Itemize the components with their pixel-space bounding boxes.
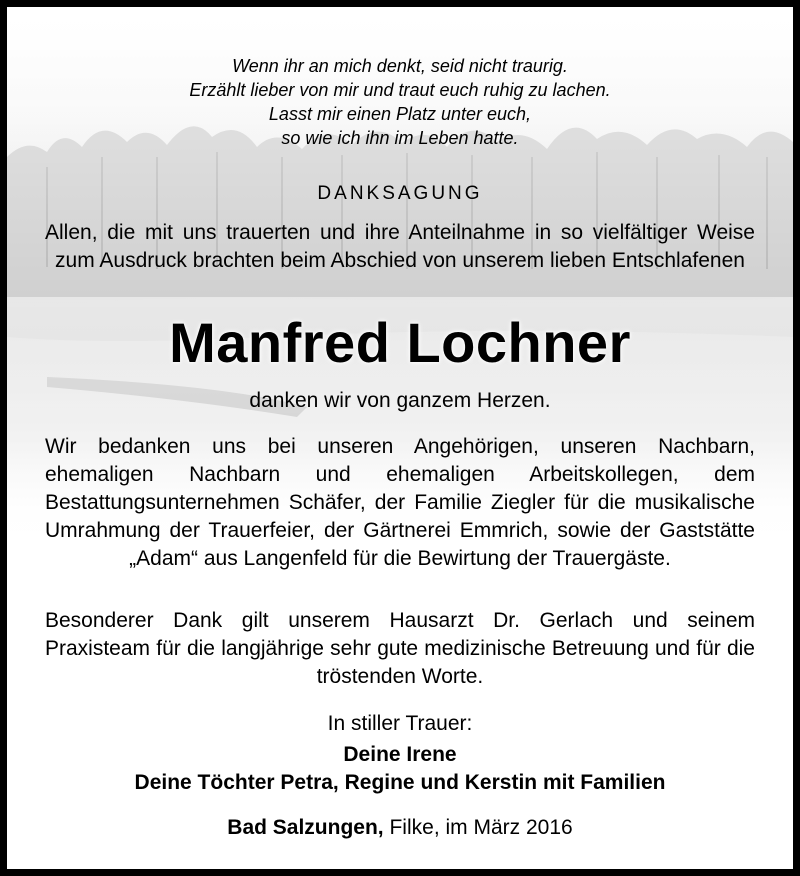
signer-line: Deine Töchter Petra, Regine und Kerstin mit Familien: [134, 771, 666, 794]
poem-line: Lasst mir einen Platz unter euch,: [268, 104, 532, 124]
thanks-line: danken wir von ganzem Herzen.: [249, 389, 551, 412]
place-bold: Bad Salzungen,: [227, 816, 384, 839]
poem: [7, 54, 793, 150]
intro-paragraph: Allen, die mit uns trauerten und ihre Anteilnahme in so vielfältiger Weise zum Ausdruck brachten beim Abschied von unserem lieben Entschlafenen: [45, 221, 755, 272]
mourning-line: In stiller Trauer:: [327, 712, 473, 735]
thanks-paragraph: Wir bedanken uns bei unseren Angehörigen, unseren Nachbarn, ehemaligen Nachbarn und ehemaligen Arbeitskollegen, dem Bestattungsunternehmen Schäfer, der Familie Ziegler für die musikalische Umrahmung der Trauerfeier, der Gärtnerei Emmrich, sowie der Gaststätte „Adam“ aus Langenfeld für die Bewirtung der Trauergäste.: [45, 435, 755, 570]
deceased-name: Manfred Lochner: [169, 311, 631, 374]
poem-line: Erzählt lieber von mir und traut euch ruhig zu lachen.: [189, 80, 611, 100]
poem-line: so wie ich ihn im Leben hatte.: [281, 128, 519, 148]
poem-line: Wenn ihr an mich denkt, seid nicht traurig.: [232, 56, 568, 76]
doctor-paragraph: Besonderer Dank gilt unserem Hausarzt Dr. Gerlach und seinem Praxisteam für die langjährige sehr gute medizinische Betreuung und für die tröstenden Worte.: [45, 609, 755, 688]
heading: DANKSAGUNG: [317, 183, 483, 204]
place-date-line: [7, 814, 793, 842]
place-date: Filke, im März 2016: [383, 816, 573, 839]
signer-line: Deine Irene: [343, 743, 457, 766]
